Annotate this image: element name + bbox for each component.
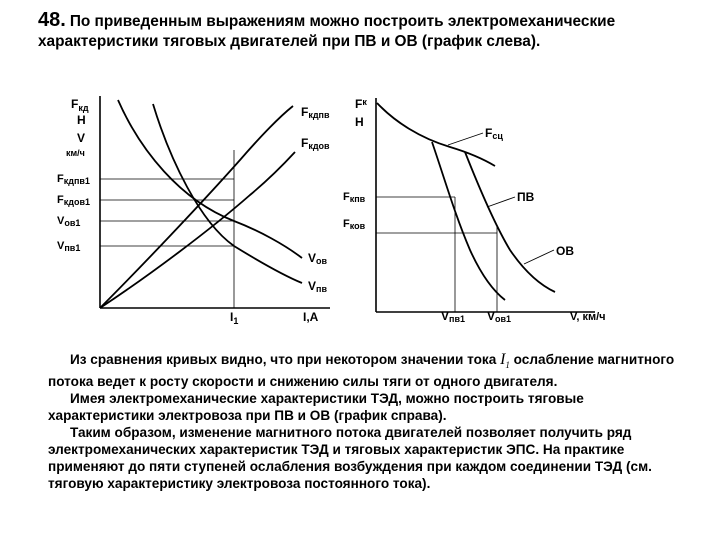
label-fkdpv: Fкдпв bbox=[301, 105, 330, 120]
x-tick-i1: $I_1$ bbox=[230, 310, 239, 326]
label-ov: ОВ bbox=[556, 244, 574, 258]
tick-vpv1: Vпв1 bbox=[57, 240, 81, 253]
tick-fkov: Fков bbox=[343, 218, 366, 231]
y-label-kmh: км/ч bbox=[66, 148, 85, 158]
x-axis-label-left: I,A bbox=[303, 310, 319, 324]
label-fkdov: Fкдов bbox=[301, 136, 330, 151]
x-axis-label-right: V, км/ч bbox=[570, 311, 606, 323]
x-tick-vpv1: Vпв1 bbox=[441, 309, 465, 324]
left-graph bbox=[100, 96, 330, 308]
curve-vpv bbox=[153, 104, 302, 283]
body-text bbox=[48, 352, 688, 492]
p1-text-end: ослабление магнитного потока ведет к росту скорости и снижению силы тяги от одного двигателя. bbox=[48, 352, 675, 390]
tick-fkdov1: Fкдов1 bbox=[57, 194, 90, 207]
paragraph-2: Имея электромеханические характеристики ТЭД, можно построить тяговые характеристики электровоза при ПВ и ОВ (график справа). bbox=[48, 391, 584, 423]
paragraph-1 bbox=[48, 352, 688, 391]
tick-fkdpv1: Fкдпв1 bbox=[57, 173, 90, 186]
leader-pv bbox=[487, 197, 515, 207]
curve-ov bbox=[465, 152, 555, 292]
curve-fkdpv bbox=[100, 106, 293, 308]
leader-fsc bbox=[448, 133, 483, 145]
label-fsc: Fсц bbox=[485, 126, 503, 141]
label-pv: ПВ bbox=[517, 190, 535, 204]
slide-title: По приведенным выражениям можно построить электромеханические характеристики тяговых двигателей при ПВ и ОВ (график слева). bbox=[38, 13, 616, 50]
y-label-fkd: $F_{кд}$ bbox=[71, 97, 89, 113]
y-label-h-right: Н bbox=[355, 115, 364, 129]
paragraph-3: Таким образом, изменение магнитного потока двигателей позволяет получить ряд электромеханических характеристик ТЭД и тяговых характеристик ЭПС. На практике применяют до пяти ступеней ослабления возбуждения при каждом соединении ТЭД (см. тяговую характеристику электровоза постоянного тока). bbox=[48, 424, 652, 491]
curve-fkdov bbox=[100, 152, 295, 308]
label-vpv: Vпв bbox=[308, 279, 327, 294]
y-label-h: Н bbox=[77, 113, 86, 127]
right-graph-labels bbox=[343, 97, 606, 324]
tick-fkpv: Fкпв bbox=[343, 191, 366, 204]
y-label-v: V bbox=[77, 131, 86, 145]
y-label-fk: $F^к$ bbox=[355, 97, 367, 111]
p1-current-symbol: $I_1$ bbox=[500, 351, 510, 371]
leader-ov bbox=[524, 250, 554, 264]
slide-number: 48. bbox=[38, 9, 66, 31]
x-tick-vov1: Vов1 bbox=[487, 309, 512, 324]
label-vov: Vов bbox=[308, 251, 328, 266]
tick-vov1: Vов1 bbox=[57, 215, 81, 228]
p1-text: Из сравнения кривых видно, что при некотором значении тока bbox=[70, 352, 501, 367]
